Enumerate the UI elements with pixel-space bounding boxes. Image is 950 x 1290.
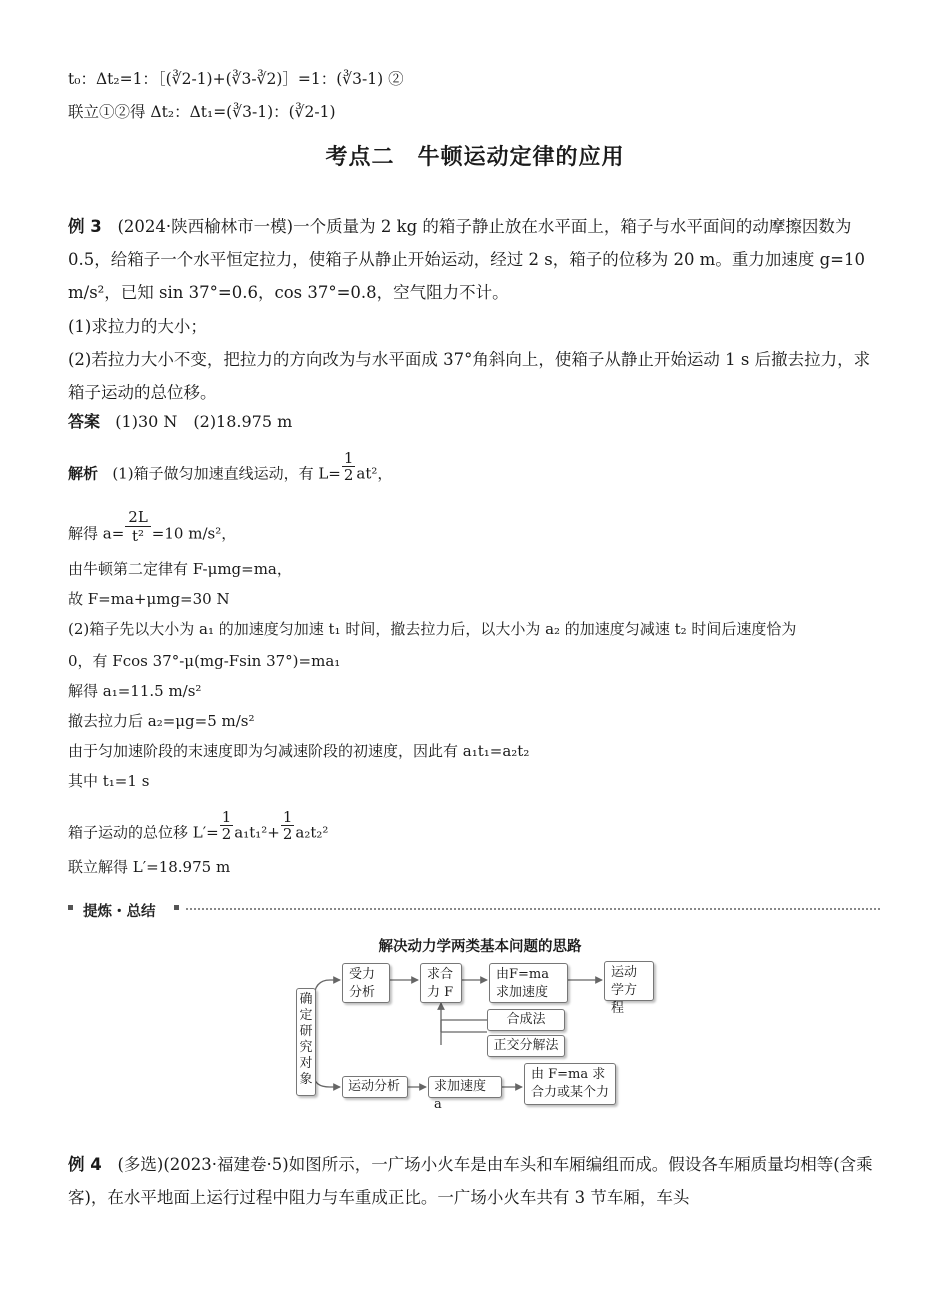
fraction-2l-t2 bbox=[125, 508, 151, 545]
box-orthogonal: 正交分解法 bbox=[487, 1035, 565, 1057]
analysis-line-4: 故 F=ma+μmg=30 N bbox=[68, 590, 230, 608]
fraction-half bbox=[342, 450, 356, 483]
question-2: (2)若拉力大小不变，把拉力的方向改为与水平面成 37°角斜向上，使箱子从静止开始运动 1 s 后撤去拉力，求箱子运动的总位移。 bbox=[68, 350, 871, 402]
fraction-half-2-num: 1 bbox=[221, 808, 232, 826]
square-bullet-icon bbox=[174, 905, 179, 910]
analysis-l1b: at²， bbox=[356, 464, 393, 483]
box-net-force: 求合力 F bbox=[420, 963, 462, 1003]
flow-diagram bbox=[290, 935, 670, 1115]
fraction-half-3-num: 1 bbox=[282, 808, 293, 826]
analysis-line-10: 其中 t₁=1 s bbox=[68, 772, 150, 790]
fraction-half-2-den: 2 bbox=[221, 825, 232, 843]
example-3-label: 例 3 bbox=[68, 217, 102, 236]
analysis-l11b: a₁t₁²+ bbox=[234, 823, 280, 842]
fraction-half-3 bbox=[281, 809, 295, 842]
box-force-analysis: 受力分析 bbox=[342, 963, 390, 1003]
fraction-half-num: 1 bbox=[343, 449, 354, 467]
diagram-title: 解决动力学两类基本问题的思路 bbox=[378, 939, 582, 955]
box-determine-object: 确定研究对象 bbox=[296, 988, 316, 1096]
section-title: 考点二 牛顿运动定律的应用 bbox=[325, 145, 625, 170]
example-3-text: (2024·陕西榆林市一模)一个质量为 2 kg 的箱子静止放在水平面上，箱子与水平面间的动摩擦因数为 0.5，给箱子一个水平恒定拉力，使箱子从静止开始运动，经过 2 s，箱子的位移为 20 m。重力加速度 g=10 m/s²，已知 sin 37°=0.6，cos 37°=0.8，空气阻力不计。 bbox=[68, 217, 865, 302]
fraction-half-den: 2 bbox=[343, 466, 354, 484]
question-1: (1)求拉力的大小； bbox=[68, 317, 207, 336]
square-bullet-icon bbox=[68, 905, 73, 910]
answer-label: 答案 bbox=[68, 412, 101, 431]
analysis-line-9: 由于匀加速阶段的末速度即为匀减速阶段的初速度，因此有 a₁t₁=a₂t₂ bbox=[68, 742, 530, 760]
analysis-line-5: (2)箱子先以大小为 a₁ 的加速度匀加速 t₁ 时间，撤去拉力后，以大小为 a₂ 的加速度匀减速 t₂ 时间后速度恰为 bbox=[68, 620, 797, 638]
analysis-line-1 bbox=[68, 449, 393, 491]
summary-bar bbox=[68, 900, 880, 918]
equation-line-1: t₀：Δt₂=1：［(∛2-1)+(∛3-∛2)］=1：(∛3-1) ② bbox=[68, 70, 404, 88]
dotted-divider bbox=[186, 908, 880, 910]
analysis-l2a: 解得 a= bbox=[68, 524, 125, 543]
analysis-line-8: 撤去拉力后 a₂=μg=5 m/s² bbox=[68, 712, 255, 730]
analysis-line-12: 联立解得 L′=18.975 m bbox=[68, 858, 231, 876]
box-motion-analysis: 运动分析 bbox=[342, 1076, 408, 1098]
box-composition: 合成法 bbox=[487, 1009, 565, 1031]
fraction-2l-num: 2L bbox=[125, 508, 151, 527]
example-4-label: 例 4 bbox=[68, 1155, 102, 1174]
example-4 bbox=[68, 1148, 883, 1214]
analysis-l11a: 箱子运动的总位移 L′= bbox=[68, 823, 219, 842]
fraction-half-3-den: 2 bbox=[282, 825, 293, 843]
analysis-line-11 bbox=[68, 808, 329, 850]
fraction-half-2 bbox=[220, 809, 234, 842]
example-3 bbox=[68, 210, 883, 309]
box-find-accel: 求加速度 a bbox=[428, 1076, 502, 1098]
box-accel-from-f: 由F=ma求加速度 bbox=[489, 963, 568, 1003]
analysis-line-7: 解得 a₁=11.5 m/s² bbox=[68, 682, 202, 700]
analysis-line-3: 由牛顿第二定律有 F-μmg=ma， bbox=[68, 560, 292, 578]
example-4-text: (多选)(2023·福建卷·5)如图所示，一广场小火车是由车头和车厢编组而成。假设各车厢质量均相等(含乘客)，在水平地面上运行过程中阻力与车重成正比。一广场小火车共有 3 节车厢，车头 bbox=[68, 1155, 873, 1207]
box-force-from-ma: 由 F=ma 求合力或某个力 bbox=[524, 1063, 616, 1105]
analysis-line-2 bbox=[68, 508, 237, 553]
analysis-l2b: =10 m/s²， bbox=[151, 524, 237, 543]
analysis-l11c: a₂t₂² bbox=[295, 823, 329, 842]
equation-line-2: 联立①②得 Δt₂：Δt₁=(∛3-1)：(∛2-1) bbox=[68, 103, 336, 121]
summary-label: 提炼・总结 bbox=[83, 904, 156, 920]
analysis-label: 解析 bbox=[68, 464, 99, 483]
fraction-2l-den: t² bbox=[132, 527, 145, 545]
analysis-line-6: 0，有 Fcos 37°-μ(mg-Fsin 37°)=ma₁ bbox=[68, 652, 341, 670]
answer bbox=[68, 414, 292, 430]
box-kinematics: 运动学方程 bbox=[604, 961, 654, 1001]
analysis-l1a: (1)箱子做匀加速直线运动，有 L= bbox=[112, 464, 341, 483]
answer-text: (1)30 N (2)18.975 m bbox=[115, 412, 293, 431]
